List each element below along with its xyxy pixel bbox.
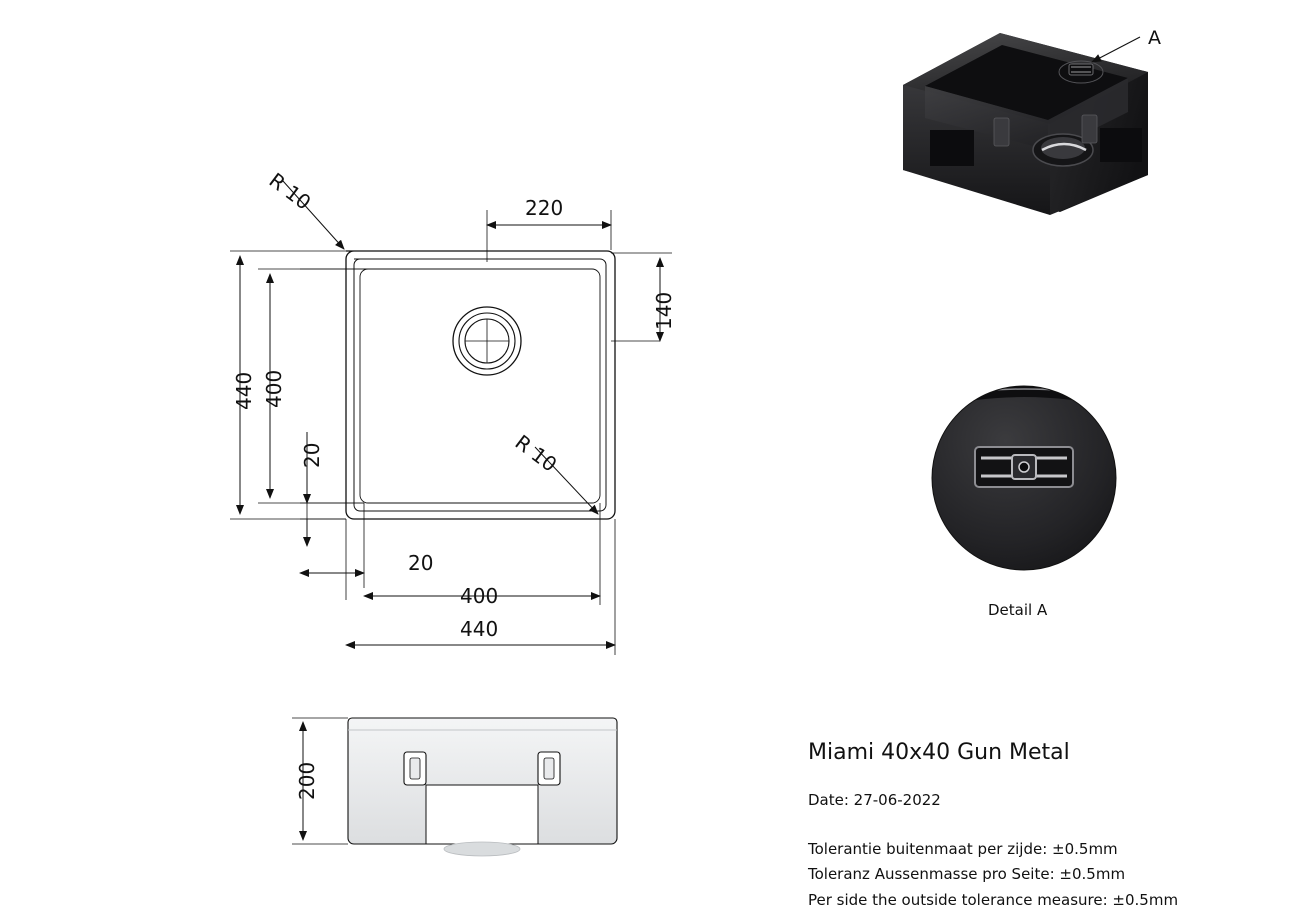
dim-400-left: 400 <box>262 369 286 408</box>
dim-440-left: 440 <box>232 371 256 410</box>
tolerance-en: Per side the outside tolerance measure: ±0.5mm <box>808 890 1179 909</box>
radius-top-left: R 10 <box>264 168 316 215</box>
tolerance-nl: Tolerantie buitenmaat per zijde: ±0.5mm <box>808 840 1118 858</box>
dim-20-left: 20 <box>300 442 324 468</box>
dim-400-bottom: 400 <box>460 584 499 608</box>
front-view-sink <box>292 718 617 856</box>
dim-20-bottom: 20 <box>408 551 434 575</box>
drawing-date: Date: 27-06-2022 <box>808 791 941 809</box>
title-block <box>808 740 1268 915</box>
dim-440-bottom: 440 <box>460 617 499 641</box>
detail-a-view <box>932 386 1116 570</box>
tolerance-de: Toleranz Aussenmasse pro Seite: ±0.5mm <box>808 865 1126 884</box>
dim-140: 140 <box>652 291 676 330</box>
callout-label-a: A <box>1148 27 1161 49</box>
dim-220: 220 <box>525 196 564 220</box>
dim-200-side: 200 <box>295 761 319 800</box>
detail-a-caption: Detail A <box>988 601 1048 619</box>
top-view-sink <box>346 251 615 519</box>
isometric-view <box>903 33 1148 215</box>
product-title: Miami 40x40 Gun Metal <box>808 740 1070 765</box>
radius-bottom-right: R 10 <box>510 430 562 477</box>
